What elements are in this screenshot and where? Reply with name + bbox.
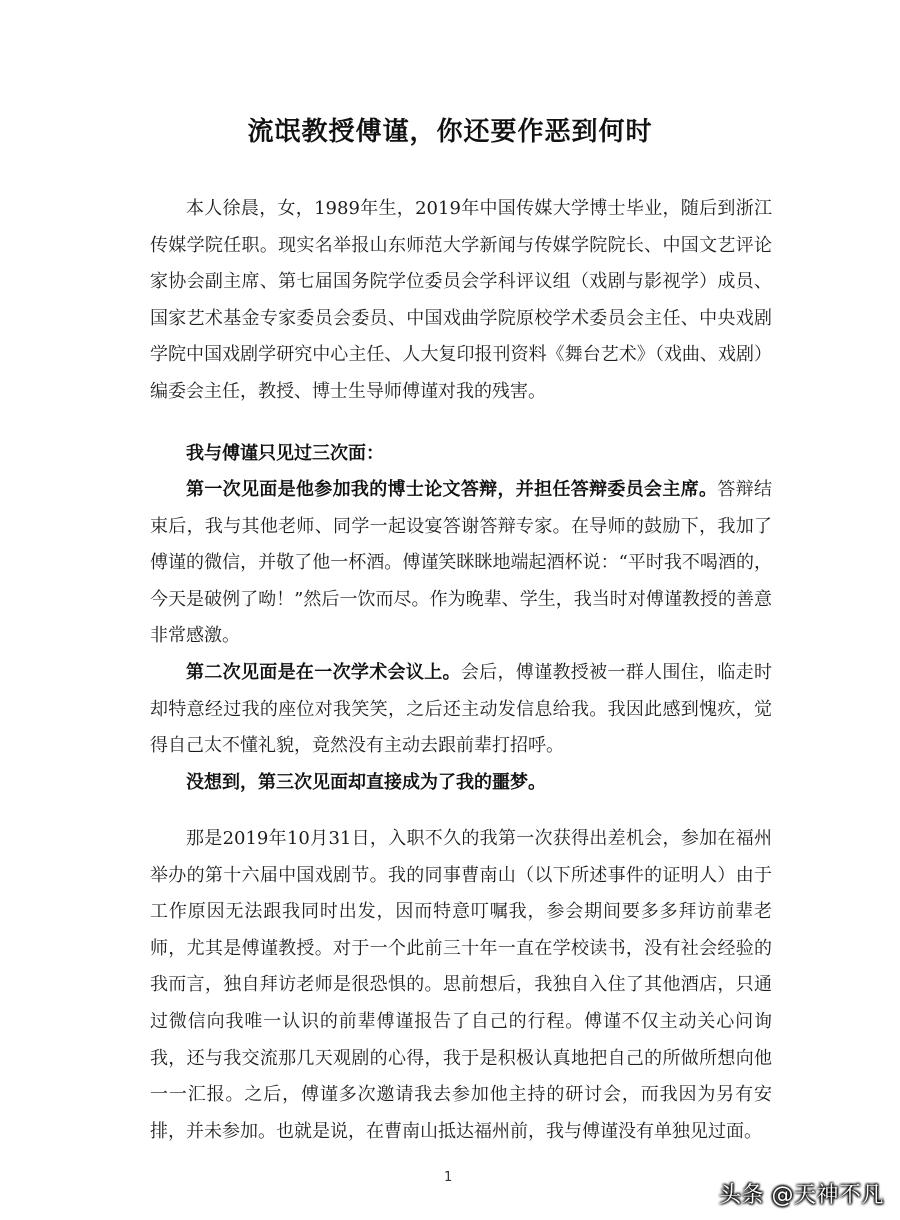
page-number: 1 [444, 1170, 453, 1185]
intro-paragraph: 本人徐晨，女，1989年生，2019年中国传媒大学博士毕业，随后到浙江传媒学院任职。现实名举报山东师范大学新闻与传媒学院院长、中国文艺评论家协会副主席、第七届国务院学位委员会学科评议组（戏剧与影视学）成员、国家艺术基金专家委员会委员、中国戏曲学院原校学术委员会主任、中央戏剧学院中国戏剧学研究中心主任、人大复印报刊资料《舞台艺术》（戏曲、戏剧）编委会主任，教授、博士生导师傅谨对我的残害。 [150, 198, 772, 402]
second-meeting-lead: 第二次见面是在一次学术会议上。 [186, 662, 461, 683]
first-meeting-body: 答辩结束后，我与其他老师、同学一起设宴答谢答辩专家。在导师的鼓励下，我加了傅谨的微信，并敬了他一杯酒。傅谨笑眯眯地端起酒杯说：“平时我不喝酒的，今天是破例了呦！”然后一饮而尽。作为晚辈、学生，我当时对傅谨教授的善意非常感激。 [150, 479, 773, 647]
first-meeting-paragraph [150, 472, 772, 655]
third-meeting-paragraph: 没想到，第三次见面却直接成为了我的噩梦。 [186, 772, 546, 793]
watermark: 头条 @天神不凡 [719, 1183, 884, 1208]
meetings-heading: 我与傅谨只见过三次面： [186, 443, 384, 464]
second-meeting-body: 会后，傅谨教授被一群人围住，临走时却特意经过我的座位对我笑笑，之后还主动发信息给我。我因此感到愧疚，觉得自己太不懂礼貌，竟然没有主动去跟前辈打招呼。 [150, 662, 773, 757]
first-meeting-lead: 第一次见面是他参加我的博士论文答辩，并担任答辩委员会主席。 [186, 479, 718, 500]
second-meeting-paragraph [150, 655, 772, 765]
document-title: 流氓教授傅谨，你还要作恶到何时 [247, 117, 653, 147]
story-paragraph: 那是2019年10月31日，入职不久的我第一次获得出差机会，参加在福州举办的第十六届中国戏剧节。我的同事曹南山（以下所述事件的证明人）由于工作原因无法跟我同时出发，因而特意叮嘱我，参会期间要多多拜访前辈老师，尤其是傅谨教授。对于一个此前三十年一直在学校读书，没有社会经验的我而言，独自拜访老师是很恐惧的。思前想后，我独自入住了其他酒店，只通过微信向我唯一认识的前辈傅谨报告了自己的行程。傅谨不仅主动关心问询我，还与我交流那几天观剧的心得，我于是积极认真地把自己的所做所想向他一一汇报。之后，傅谨多次邀请我去参加他主持的研讨会，而我因为另有安排，并未参加。也就是说，在曹南山抵达福州前，我与傅谨没有单独见过面。 [150, 828, 772, 1142]
